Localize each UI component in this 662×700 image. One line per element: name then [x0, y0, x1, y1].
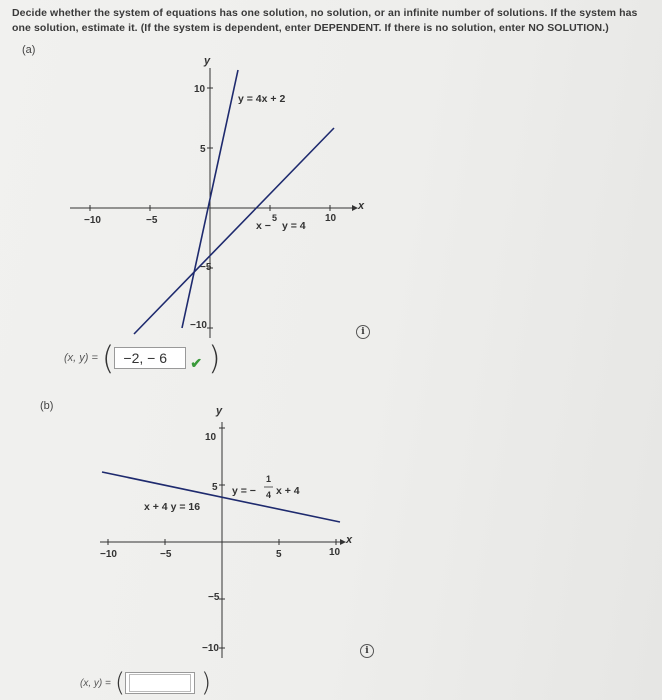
part-b-label: (b): [40, 400, 54, 412]
part-a-answer-input[interactable]: [114, 347, 186, 369]
part-a-label: (a): [22, 44, 36, 56]
graph-b-x-label: x: [346, 534, 353, 546]
part-b-answer-inner-box: [129, 674, 191, 692]
part-a-answer-value: −2, − 6: [123, 350, 167, 366]
info-icon-b[interactable]: i: [360, 644, 374, 658]
graph-a: [60, 48, 380, 348]
graph-a-eq1-label: y = 4x + 2: [238, 93, 286, 105]
graph-b-x-tick-10: 10: [329, 547, 341, 558]
close-paren-b: ): [201, 668, 212, 698]
graph-b-x-tick-5: 5: [276, 549, 282, 560]
close-paren: ): [208, 339, 221, 377]
instructions-text: Decide whether the system of equations has one solution, no solution, or an infinite number of solutions. If the system has one solution, estimate it. (If the system is dependent, enter DEPENDENT. If there is no solution, enter NO SOLUTION.): [12, 7, 638, 34]
graph-b-x-tick-neg5: −5: [160, 549, 172, 560]
graph-a-eq2-pre: x −: [256, 220, 271, 232]
graph-b-line: [102, 472, 340, 522]
graph-b-y-tick-neg10: −10: [202, 643, 219, 654]
graph-b-y-tick-5: 5: [212, 482, 218, 493]
graph-b-y-label: y: [216, 405, 223, 417]
check-icon: ✔: [190, 354, 203, 371]
graph-b: [80, 400, 360, 662]
graph-b-eq2-post: x + 4: [276, 485, 300, 497]
open-paren-b: (: [114, 668, 125, 698]
graph-b-y-tick-10: 10: [205, 432, 217, 443]
graph-b-x-tick-neg10: −10: [100, 549, 117, 560]
graph-a-eq2-post: y = 4: [282, 220, 306, 232]
part-b-answer-row: [80, 670, 211, 696]
graph-a-x-tick-neg5: −5: [146, 215, 158, 226]
graph-a-eq2-frac-num: 5: [272, 213, 278, 223]
part-a-answer-row: [64, 339, 221, 377]
graph-a-y-tick-neg10: −10: [190, 320, 207, 331]
graph-a-y-label: y: [204, 55, 211, 67]
graph-a-y-tick-5: 5: [200, 144, 206, 155]
graph-a-y-tick-10: 10: [194, 84, 206, 95]
graph-a-x-label: x: [358, 200, 365, 212]
open-paren: (: [101, 339, 115, 377]
graph-b-eq2-frac-num: 1: [266, 474, 272, 484]
graph-b-eq2-pre: y = −: [232, 485, 256, 497]
graph-b-eq2-frac-den: 4: [266, 490, 272, 500]
graph-a-x-tick-neg10: −10: [84, 215, 101, 226]
graph-b-eq1-label: x + 4 y = 16: [144, 501, 201, 513]
info-icon[interactable]: i: [356, 325, 370, 339]
part-b-answer-input[interactable]: [125, 672, 195, 694]
graph-b-y-tick-neg5: −5: [208, 592, 220, 603]
graph-a-y-tick-neg5: −5: [200, 262, 212, 273]
part-a-answer-label: (x, y) =: [64, 352, 98, 364]
graph-a-x-tick-10: 10: [325, 213, 337, 224]
part-b-answer-label: (x, y) =: [80, 677, 111, 689]
